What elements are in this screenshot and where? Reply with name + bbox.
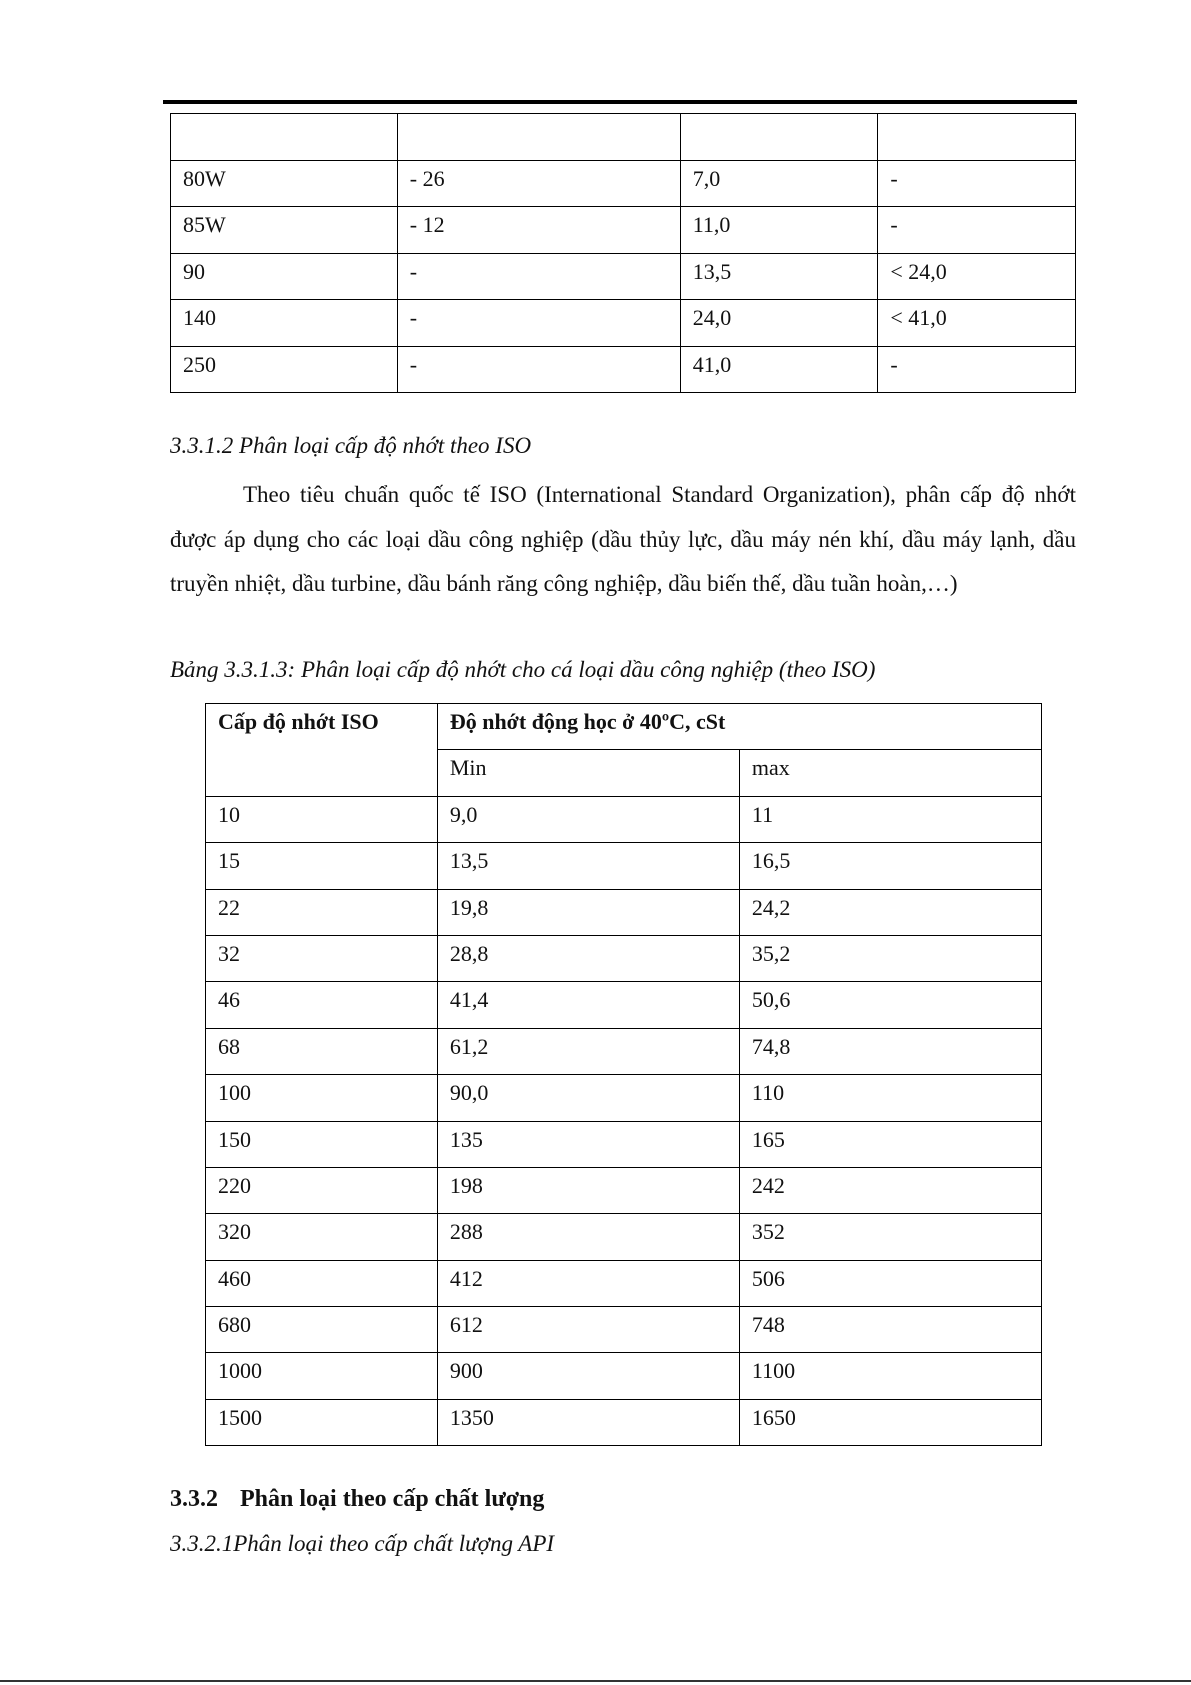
table-cell: -	[397, 253, 680, 300]
table-cell: < 41,0	[878, 300, 1076, 347]
quality-section-heading	[170, 1486, 1076, 1513]
section-title: Phân loại theo cấp chất lượng	[240, 1486, 545, 1512]
table-cell: 900	[437, 1353, 739, 1399]
table-row	[206, 1121, 1042, 1167]
table-cell: 19,8	[437, 889, 739, 935]
table-cell: < 24,0	[878, 253, 1076, 300]
header-max: max	[739, 750, 1041, 796]
table-cell: 198	[437, 1167, 739, 1213]
table-cell	[171, 114, 398, 161]
table-cell: 220	[206, 1167, 438, 1213]
header-rule	[163, 100, 1077, 104]
table-cell: 28,8	[437, 935, 739, 981]
table-cell: 165	[739, 1121, 1041, 1167]
table-cell: -	[878, 207, 1076, 254]
table-row	[206, 935, 1042, 981]
iso-paragraph	[170, 473, 1076, 607]
table-row	[171, 300, 1076, 347]
table-row	[206, 982, 1042, 1028]
table-cell: 11,0	[680, 207, 878, 254]
table-cell: - 12	[397, 207, 680, 254]
table-cell: 612	[437, 1307, 739, 1353]
iso-paragraph-text: Theo tiêu chuẩn quốc tế ISO (International Standard Organization), phân cấp độ nhớt được áp dụng cho các loại dầu công nghiệp (dầu thủy lực, dầu máy nén khí, dầu máy lạnh, dầu truyền nhiệt, dầu turbine, dầu bánh răng công nghiệp, dầu biến thế, dầu tuần hoàn,…)	[170, 482, 1076, 596]
section-number: 3.3.2	[170, 1486, 218, 1512]
table-cell: 320	[206, 1214, 438, 1260]
table-cell: 1500	[206, 1399, 438, 1445]
table-cell: 1000	[206, 1353, 438, 1399]
table-cell: 460	[206, 1260, 438, 1306]
table-cell: 50,6	[739, 982, 1041, 1028]
api-subsection-heading: 3.3.2.1Phân loại theo cấp chất lượng API	[170, 1531, 555, 1556]
footer-rule	[0, 1680, 1191, 1682]
table-cell: 46	[206, 982, 438, 1028]
table-cell: 85W	[171, 207, 398, 254]
iso-viscosity-table	[205, 703, 1042, 1446]
table-row	[171, 160, 1076, 207]
table-row	[206, 1214, 1042, 1260]
table-cell: 35,2	[739, 935, 1041, 981]
table-cell: 506	[739, 1260, 1041, 1306]
table-cell	[397, 114, 680, 161]
table-cell: 110	[739, 1075, 1041, 1121]
table-cell: 24,2	[739, 889, 1041, 935]
table-row	[206, 1353, 1042, 1399]
iso-table-caption: Bảng 3.3.1.3: Phân loại cấp độ nhớt cho cá loại dầu công nghiệp (theo ISO)	[170, 657, 876, 682]
table-row	[171, 207, 1076, 254]
table-cell: 80W	[171, 160, 398, 207]
table-row	[206, 1028, 1042, 1074]
table-row	[206, 1260, 1042, 1306]
table-cell: 24,0	[680, 300, 878, 347]
table-row	[206, 796, 1042, 842]
table-cell: 1350	[437, 1399, 739, 1445]
table-row	[206, 843, 1042, 889]
table-cell: -	[878, 160, 1076, 207]
table-cell: 150	[206, 1121, 438, 1167]
table-cell: 68	[206, 1028, 438, 1074]
table-cell: 11	[739, 796, 1041, 842]
table-row	[206, 1167, 1042, 1213]
table-cell: 22	[206, 889, 438, 935]
table-cell: - 26	[397, 160, 680, 207]
table-cell: 13,5	[680, 253, 878, 300]
table-row	[206, 1075, 1042, 1121]
header-kinematic-viscosity: Độ nhớt động học ở 40ºC, cSt	[437, 704, 1041, 750]
table-cell: 412	[437, 1260, 739, 1306]
grade-viscosity-table	[170, 113, 1076, 393]
table-cell: 61,2	[437, 1028, 739, 1074]
table-row	[171, 114, 1076, 161]
table-cell: -	[878, 346, 1076, 393]
table-cell: 242	[739, 1167, 1041, 1213]
table-cell	[878, 114, 1076, 161]
table-cell: 90,0	[437, 1075, 739, 1121]
table-cell: 15	[206, 843, 438, 889]
table-cell: 9,0	[437, 796, 739, 842]
table-row	[206, 1399, 1042, 1445]
table-cell: 7,0	[680, 160, 878, 207]
iso-header-row	[206, 704, 1042, 750]
table-cell: 100	[206, 1075, 438, 1121]
table-cell: -	[397, 300, 680, 347]
iso-subheading: 3.3.1.2 Phân loại cấp độ nhớt theo ISO	[170, 433, 532, 458]
table-cell: 74,8	[739, 1028, 1041, 1074]
table-cell: 1650	[739, 1399, 1041, 1445]
table-cell: 1100	[739, 1353, 1041, 1399]
table-row	[206, 889, 1042, 935]
header-iso-grade: Cấp độ nhớt ISO	[206, 704, 438, 797]
table-row	[171, 253, 1076, 300]
table-row	[206, 1307, 1042, 1353]
table-cell: 41,0	[680, 346, 878, 393]
table-cell: -	[397, 346, 680, 393]
table-cell: 16,5	[739, 843, 1041, 889]
table-cell: 13,5	[437, 843, 739, 889]
table-cell: 135	[437, 1121, 739, 1167]
table-cell: 250	[171, 346, 398, 393]
table-cell: 32	[206, 935, 438, 981]
table-cell: 288	[437, 1214, 739, 1260]
table-cell: 41,4	[437, 982, 739, 1028]
table-cell: 10	[206, 796, 438, 842]
table-cell	[680, 114, 878, 161]
table-cell: 90	[171, 253, 398, 300]
table-cell: 680	[206, 1307, 438, 1353]
table-cell: 748	[739, 1307, 1041, 1353]
table-row	[171, 346, 1076, 393]
table-cell: 352	[739, 1214, 1041, 1260]
header-min: Min	[437, 750, 739, 796]
table-cell: 140	[171, 300, 398, 347]
